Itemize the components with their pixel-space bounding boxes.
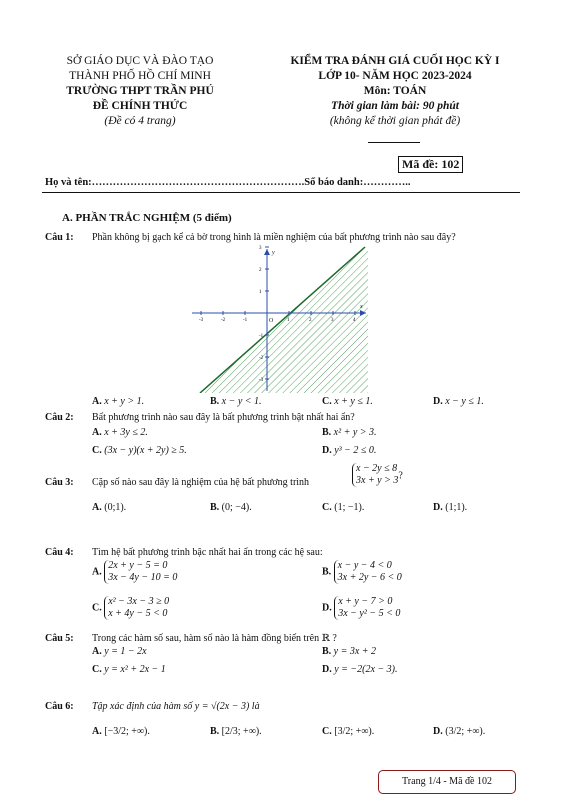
option-text: (0; −4).	[221, 502, 252, 513]
section-title: A. PHẦN TRẮC NGHIỆM (5 điểm)	[62, 212, 232, 224]
option-text: [2/3; +∞).	[221, 726, 262, 737]
question-6-option-a	[92, 726, 150, 737]
y-axis-arrow	[264, 249, 270, 255]
option-letter: B.	[210, 726, 220, 737]
question-1-option-c	[322, 396, 373, 407]
option-letter: C.	[92, 664, 102, 675]
divider	[42, 192, 520, 193]
question-4-text: Tìm hệ bất phương trình bậc nhất hai ẩn trong các hệ sau:	[92, 547, 323, 558]
option-text: x² + y > 3.	[333, 427, 377, 438]
question-suffix: ?	[398, 470, 403, 482]
system-line: 3x − y² − 5 < 0	[338, 608, 401, 619]
option-text: (0;1).	[104, 502, 127, 513]
option-letter: B.	[322, 646, 332, 657]
exam-code-box: Mã đề: 102	[398, 156, 463, 173]
question-3-text: Cặp số nào sau đây là nghiệm của hệ bất phương trình	[92, 477, 310, 488]
subject: Môn: TOÁN	[363, 85, 427, 97]
option-letter: D.	[322, 664, 332, 675]
y-tick-label: -2	[259, 356, 264, 361]
question-1-label	[45, 231, 74, 244]
option-letter: C.	[322, 396, 332, 407]
solution-region-graph	[190, 245, 370, 393]
question-label: Câu 6:	[45, 701, 74, 712]
option-text: y = 3x + 2	[333, 646, 377, 657]
question-2-option-d	[322, 445, 376, 456]
question-label: Câu 2:	[45, 412, 74, 423]
option-letter: C.	[322, 502, 332, 513]
header-right	[260, 54, 530, 129]
option-letter: D.	[433, 726, 443, 737]
x-tick-label: -3	[199, 318, 204, 323]
name-line: Họ và tên:…………………………………………………….Số báo danh:…………..	[45, 177, 411, 188]
option-text: x + y > 1.	[104, 396, 145, 407]
option-letter: B.	[322, 427, 332, 438]
option-letter: A.	[92, 646, 102, 657]
question-1-text: Phần không bị gạch kể cả bờ trong hình là miền nghiệm của bất phương trình nào sau đây?	[92, 232, 456, 243]
question-6-option-d	[433, 726, 485, 737]
official-label: ĐỀ CHÍNH THỨC	[92, 100, 188, 112]
option-letter: B.	[210, 396, 220, 407]
question-label: Câu 1:	[45, 232, 74, 243]
option-letter: C.	[322, 726, 332, 737]
city-name: THÀNH PHỐ HỒ CHÍ MINH	[69, 70, 211, 82]
question-5-option-c	[92, 664, 166, 675]
option-text: x − y ≤ 1.	[445, 396, 484, 407]
option-letter: C.	[92, 602, 102, 614]
option-text: [3/2; +∞).	[334, 726, 375, 737]
y-tick-label: -1	[259, 334, 264, 339]
option-text: y = −2(2x − 3).	[334, 664, 398, 675]
option-letter: D.	[322, 602, 332, 614]
question-label: Câu 3:	[45, 477, 74, 488]
system-line: x + 4y − 5 < 0	[108, 608, 168, 619]
y-tick-label: -3	[259, 378, 264, 383]
system-line: 3x + y > 3	[356, 475, 399, 486]
option-text: x − y < 1.	[221, 396, 262, 407]
option-text: y = x² + 2x − 1	[104, 664, 166, 675]
exam-duration: Thời gian làm bài: 90 phút	[331, 100, 459, 112]
x-axis-label: x	[360, 304, 363, 310]
system-line: x² − 3x − 3 ≥ 0	[108, 596, 170, 607]
question-5-option-d	[322, 664, 398, 675]
question-1-option-b	[210, 396, 262, 407]
question-2-option-c	[92, 445, 187, 456]
x-tick-label: 4	[353, 318, 356, 323]
question-3-option-d	[433, 502, 467, 513]
grade-year: LỚP 10- NĂM HỌC 2023-2024	[318, 70, 472, 82]
question-4-option-c	[92, 596, 169, 620]
duration-note: (không kể thời gian phát đề)	[329, 115, 461, 127]
question-4-option-a	[92, 560, 177, 584]
x-tick-label: 3	[331, 318, 334, 323]
question-3-option-a	[92, 502, 126, 513]
page-count-note: (Đề có 4 trang)	[104, 115, 176, 127]
question-label: Câu 5:	[45, 633, 74, 644]
header-underline	[368, 142, 420, 143]
header-left	[40, 54, 240, 129]
question-6-option-b	[210, 726, 262, 737]
x-tick-label: 2	[309, 318, 312, 323]
option-letter: C.	[92, 445, 102, 456]
question-label: Câu 4:	[45, 547, 74, 558]
option-letter: A.	[92, 726, 102, 737]
option-text: (3x − y)(x + 2y) ≥ 5.	[104, 445, 187, 456]
question-6-text: Tập xác định của hàm số y = √(2x − 3) là	[92, 701, 260, 712]
question-4-option-b	[322, 560, 402, 584]
question-5-text: Trong các hàm số sau, hàm số nào là hàm đồng biến trên ℝ ?	[92, 633, 337, 644]
question-1-option-a	[92, 396, 144, 407]
question-2-option-b	[322, 427, 377, 438]
option-text: (1;1).	[445, 502, 468, 513]
x-tick-label: -2	[221, 318, 226, 323]
page-footer: Trang 1/4 - Mã đề 102	[378, 770, 516, 794]
question-4-option-d	[322, 596, 400, 620]
y-tick-label: 2	[259, 268, 262, 273]
option-text: x + y ≤ 1.	[334, 396, 373, 407]
option-text: (1; −1).	[334, 502, 365, 513]
system-line: x − y − 4 < 0	[337, 560, 392, 571]
question-2-option-a	[92, 427, 148, 438]
system-line: 3x − 4y − 10 = 0	[108, 572, 178, 583]
option-text: [−3/2; +∞).	[104, 726, 150, 737]
system-line: 3x + 2y − 6 < 0	[337, 572, 402, 583]
question-5-option-a	[92, 646, 147, 657]
option-letter: A.	[92, 427, 102, 438]
system-line: 2x + y − 5 = 0	[108, 560, 168, 571]
question-3-option-c	[322, 502, 364, 513]
y-tick-label: 3	[259, 246, 262, 251]
option-text: y³ − 2 ≤ 0.	[334, 445, 377, 456]
school-name: TRƯỜNG THPT TRẦN PHÚ	[66, 85, 214, 97]
option-letter: A.	[92, 396, 102, 407]
x-tick-label: -1	[243, 318, 248, 323]
exam-title: KIỂM TRA ĐÁNH GIÁ CUỐI HỌC KỲ I	[290, 55, 500, 67]
option-text: (3/2; +∞).	[445, 726, 486, 737]
question-3-option-b	[210, 502, 252, 513]
question-1-option-d	[433, 396, 484, 407]
x-tick-label: 1	[287, 318, 290, 323]
y-axis-label: y	[272, 250, 275, 256]
option-text: x + 3y ≤ 2.	[104, 427, 148, 438]
y-tick-label: 1	[259, 290, 262, 295]
system-line: x + y − 7 > 0	[338, 596, 393, 607]
origin-label: O	[269, 318, 274, 324]
option-letter: D.	[433, 396, 443, 407]
question-2-text: Bất phương trình nào sau đây là bất phương trình bật nhất hai ẩn?	[92, 412, 355, 423]
option-letter: B.	[322, 566, 332, 578]
option-text: y = 1 − 2x	[104, 646, 147, 657]
option-letter: B.	[210, 502, 220, 513]
option-letter: D.	[322, 445, 332, 456]
question-5-option-b	[322, 646, 376, 657]
option-letter: A.	[92, 566, 102, 578]
option-letter: A.	[92, 502, 102, 513]
question-6-option-c	[322, 726, 374, 737]
option-letter: D.	[433, 502, 443, 513]
system-line: x − 2y ≤ 8	[356, 463, 398, 474]
question-3-system	[352, 463, 403, 487]
department-name: SỞ GIÁO DỤC VÀ ĐÀO TẠO	[66, 55, 214, 67]
